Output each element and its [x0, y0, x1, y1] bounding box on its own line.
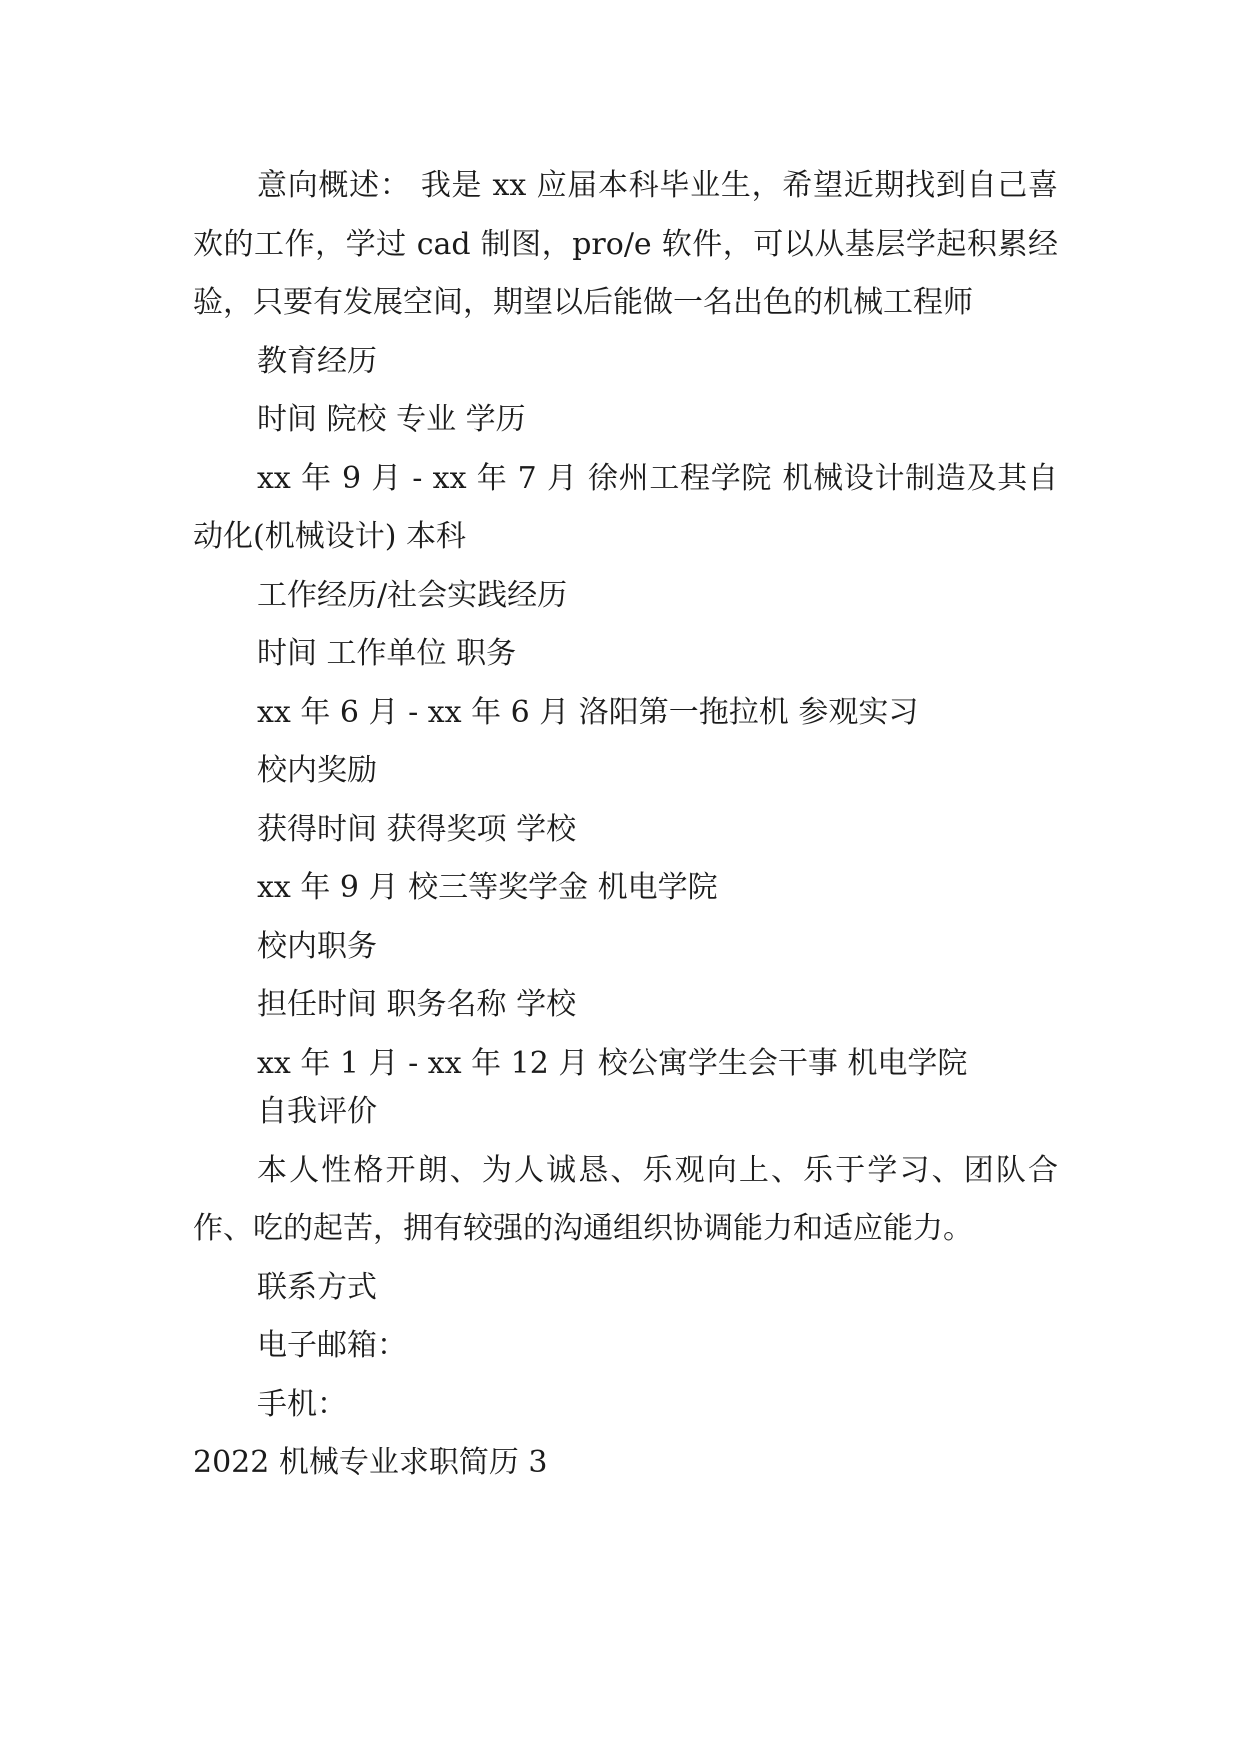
education-heading: 教育经历: [257, 343, 377, 379]
email-label: 电子邮箱：: [257, 1328, 407, 1363]
document-body: [193, 157, 1058, 1493]
education-entry: xx 年 9 月 - xx 年 7 月 徐州工程学院 机械设计制造及其自动化(机械设计) 本科: [193, 460, 1058, 554]
phone-label: 手机：: [257, 1386, 347, 1422]
self-eval-text: 本人性格开朗、为人诚恳、乐观向上、乐于学习、团队合作、吃的起苦，拥有较强的沟通组织协调能力和适应能力。: [193, 1152, 1058, 1246]
award-heading: 校内奖励: [257, 753, 377, 788]
work-entry: xx 年 6 月 - xx 年 6 月 洛阳第一拖拉机 参观实习: [257, 694, 919, 730]
work-table-header: 时间 工作单位 职务: [257, 636, 517, 671]
award-table-header: 获得时间 获得奖项 学校: [257, 811, 577, 847]
next-resume-title: 2022 机械专业求职简历 3: [193, 1445, 548, 1480]
self-eval-heading: 自我评价: [257, 1094, 377, 1129]
contact-heading: 联系方式: [257, 1269, 377, 1305]
work-heading: 工作经历/社会实践经历: [257, 577, 568, 613]
position-heading: 校内职务: [257, 928, 377, 964]
award-entry: xx 年 9 月 校三等奖学金 机电学院: [257, 870, 718, 905]
intent-paragraph: 意向概述： 我是 xx 应届本科毕业生，希望近期找到自己喜欢的工作，学过 cad 制图，pro/e 软件，可以从基层学起积累经验，只要有发展空间，期望以后能做一名出色的机械工程师: [193, 168, 1058, 320]
education-table-header: 时间 院校 专业 学历: [257, 402, 526, 437]
position-entry: xx 年 1 月 - xx 年 12 月 校公寓学生会干事 机电学院: [257, 1045, 968, 1081]
position-table-header: 担任时间 职务名称 学校: [257, 987, 577, 1022]
